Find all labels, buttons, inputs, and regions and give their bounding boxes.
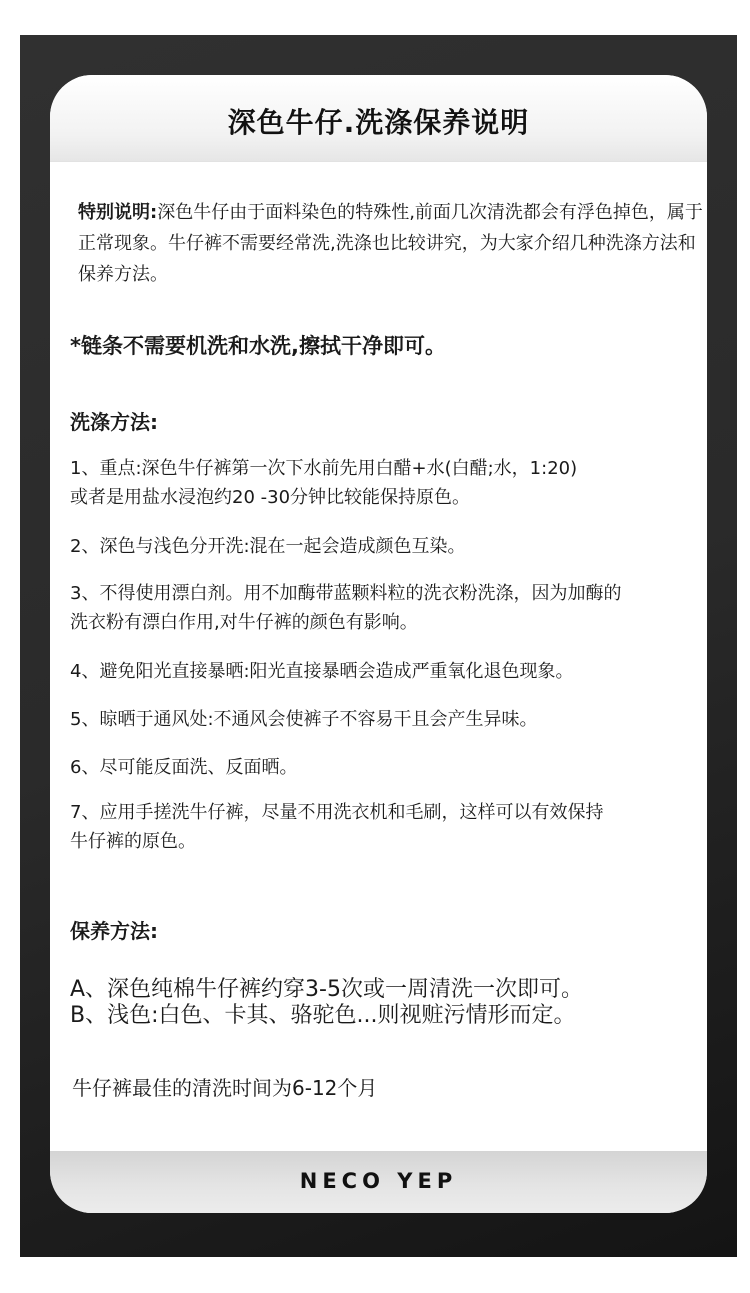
wash-item-7-line1: 7、应用手搓洗牛仔裤，尽量不用洗衣机和毛刷，这样可以有效保持 [70, 802, 604, 823]
wash-heading: 洗涤方法: [70, 410, 158, 434]
wash-item-1 [70, 454, 710, 512]
wash-item-1-line2: 或者是用盐水浸泡约20 -30分钟比较能保持原色。 [70, 487, 471, 508]
page-title: 深色牛仔.洗涤保养说明 [227, 106, 530, 139]
care-heading: 保养方法: [70, 919, 158, 943]
wash-item-4 [70, 657, 710, 686]
wash-item-2 [70, 532, 710, 561]
wash-item-5-line1: 5、晾晒于通风处:不通风会使裤子不容易干且会产生异味。 [70, 709, 538, 730]
card-footer [50, 1151, 707, 1213]
wash-item-5 [70, 705, 710, 734]
intro-text: 深色牛仔由于面料染色的特殊性,前面几次清洗都会有浮色掉色，属于正常现象。牛仔裤不需要经常洗,洗涤也比较讲究，为大家介绍几种洗涤方法和保养方法。 [78, 202, 703, 285]
intro-paragraph [78, 197, 708, 290]
care-item-a: A、深色纯棉牛仔裤约穿3-5次或一周清洗一次即可。 [70, 977, 583, 1002]
wash-item-7-line2: 牛仔裤的原色。 [70, 831, 196, 852]
chain-note: *链条不需要机洗和水洗,擦拭干净即可。 [70, 334, 446, 358]
wash-item-3 [70, 579, 710, 637]
brand-name: NECO YEP [299, 1169, 458, 1193]
care-item-b: B、浅色:白色、卡其、骆驼色...则视赃污情形而定。 [70, 1003, 576, 1028]
wash-item-7 [70, 798, 710, 856]
wash-item-4-line1: 4、避免阳光直接暴晒:阳光直接暴晒会造成严重氧化退色现象。 [70, 661, 574, 682]
wash-item-3-line2: 洗衣粉有漂白作用,对牛仔裤的颜色有影响。 [70, 612, 418, 633]
wash-item-6 [70, 753, 710, 782]
wash-item-6-line1: 6、尽可能反面洗、反面晒。 [70, 757, 298, 778]
card-header [50, 75, 707, 162]
best-wash-time: 牛仔裤最佳的清洗时间为6-12个月 [72, 1076, 378, 1100]
wash-item-3-line1: 3、不得使用漂白剂。用不加酶带蓝颗料粒的洗衣粉洗涤，因为加酶的 [70, 583, 622, 604]
wash-item-2-line1: 2、深色与浅色分开洗:混在一起会造成颜色互染。 [70, 536, 466, 557]
wash-item-1-line1: 1、重点:深色牛仔裤第一次下水前先用白醋+水(白醋;水，1:20) [70, 458, 578, 479]
intro-label: 特别说明: [78, 202, 158, 223]
